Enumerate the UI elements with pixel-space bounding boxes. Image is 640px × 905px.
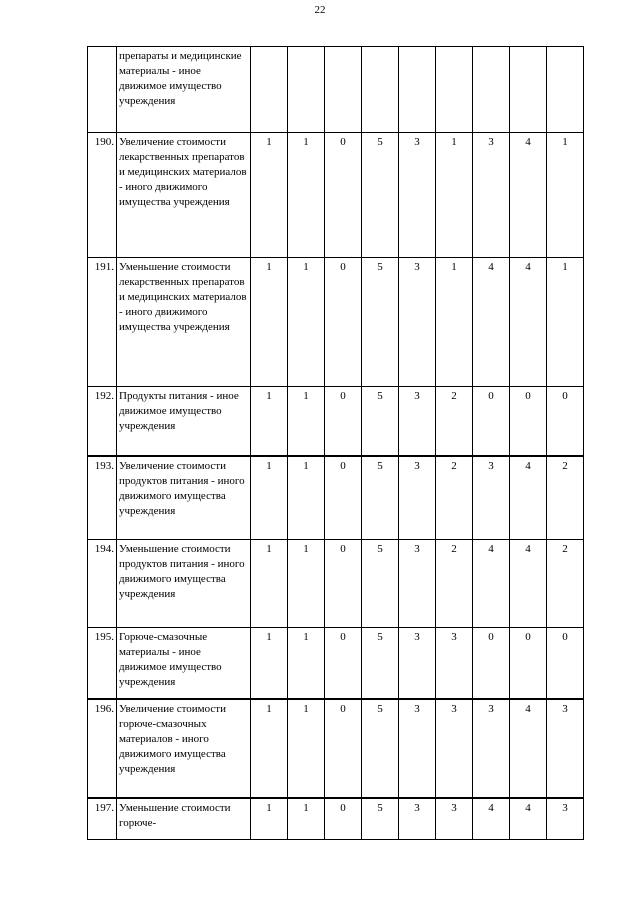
code-digit-3: 0	[325, 258, 362, 387]
code-digit-4: 5	[362, 628, 399, 699]
code-digit-5	[399, 47, 436, 133]
code-digit-8: 0	[510, 628, 547, 699]
row-number: 191.	[88, 258, 117, 387]
row-number: 194.	[88, 540, 117, 628]
table-row	[88, 798, 584, 840]
code-digit-7: 0	[473, 387, 510, 456]
code-digit-6: 2	[436, 387, 473, 456]
code-digit-4: 5	[362, 699, 399, 798]
code-digit-9: 3	[547, 699, 584, 798]
code-digit-8: 4	[510, 133, 547, 258]
code-digit-6: 2	[436, 540, 473, 628]
table-body	[88, 47, 584, 840]
table-row	[88, 628, 584, 699]
code-digit-8: 4	[510, 798, 547, 840]
code-digit-5: 3	[399, 540, 436, 628]
account-name: Уменьшение стоимости горюче-	[117, 798, 251, 840]
account-name: препараты и медицинские материалы - иное движимое имущество учреждения	[117, 47, 251, 133]
code-digit-9: 1	[547, 258, 584, 387]
code-digit-7: 3	[473, 133, 510, 258]
table-row	[88, 258, 584, 387]
table-row	[88, 540, 584, 628]
code-digit-2: 1	[288, 258, 325, 387]
code-digit-6: 3	[436, 699, 473, 798]
code-digit-5: 3	[399, 456, 436, 540]
code-digit-8: 4	[510, 699, 547, 798]
account-name: Увеличение стоимости продуктов питания - иного движимого имущества учреждения	[117, 456, 251, 540]
code-digit-3: 0	[325, 628, 362, 699]
code-digit-7: 4	[473, 540, 510, 628]
code-digit-8: 4	[510, 258, 547, 387]
code-digit-3: 0	[325, 540, 362, 628]
code-digit-7: 3	[473, 699, 510, 798]
code-digit-7: 4	[473, 258, 510, 387]
code-digit-6: 1	[436, 258, 473, 387]
code-digit-1: 1	[251, 628, 288, 699]
code-digit-5: 3	[399, 628, 436, 699]
code-digit-3: 0	[325, 699, 362, 798]
code-digit-9: 3	[547, 798, 584, 840]
code-digit-9: 2	[547, 540, 584, 628]
account-name: Увеличение стоимости горюче-смазочных материалов - иного движимого имущества учреждения	[117, 699, 251, 798]
code-digit-6: 2	[436, 456, 473, 540]
code-digit-3: 0	[325, 456, 362, 540]
row-number: 190.	[88, 133, 117, 258]
table-row	[88, 133, 584, 258]
code-digit-6: 3	[436, 798, 473, 840]
code-digit-3: 0	[325, 387, 362, 456]
row-number: 195.	[88, 628, 117, 699]
code-digit-6: 3	[436, 628, 473, 699]
code-digit-6: 1	[436, 133, 473, 258]
row-number: 196.	[88, 699, 117, 798]
code-digit-8: 4	[510, 540, 547, 628]
code-digit-5: 3	[399, 699, 436, 798]
code-digit-9: 0	[547, 387, 584, 456]
table-row	[88, 387, 584, 456]
code-digit-7: 0	[473, 628, 510, 699]
table-row	[88, 699, 584, 798]
code-digit-9	[547, 47, 584, 133]
code-digit-1: 1	[251, 540, 288, 628]
code-digit-7: 4	[473, 798, 510, 840]
code-digit-4: 5	[362, 798, 399, 840]
code-digit-1: 1	[251, 387, 288, 456]
accounts-table	[87, 46, 584, 840]
table-row	[88, 456, 584, 540]
code-digit-1: 1	[251, 258, 288, 387]
row-number	[88, 47, 117, 133]
table-row	[88, 47, 584, 133]
code-digit-2: 1	[288, 798, 325, 840]
account-name: Продукты питания - иное движимое имущество учреждения	[117, 387, 251, 456]
code-digit-8	[510, 47, 547, 133]
code-digit-2	[288, 47, 325, 133]
code-digit-3: 0	[325, 798, 362, 840]
row-number: 197.	[88, 798, 117, 840]
account-name: Уменьшение стоимости лекарственных препаратов и медицинских материалов - иного движимого имущества учреждения	[117, 258, 251, 387]
code-digit-3: 0	[325, 133, 362, 258]
code-digit-1: 1	[251, 798, 288, 840]
code-digit-8: 4	[510, 456, 547, 540]
code-digit-5: 3	[399, 258, 436, 387]
code-digit-5: 3	[399, 133, 436, 258]
code-digit-1	[251, 47, 288, 133]
code-digit-2: 1	[288, 628, 325, 699]
code-digit-2: 1	[288, 133, 325, 258]
code-digit-5: 3	[399, 798, 436, 840]
code-digit-3	[325, 47, 362, 133]
code-digit-4: 5	[362, 258, 399, 387]
code-digit-2: 1	[288, 456, 325, 540]
code-digit-4: 5	[362, 456, 399, 540]
code-digit-1: 1	[251, 699, 288, 798]
account-name: Горюче-смазочные материалы - иное движимое имущество учреждения	[117, 628, 251, 699]
code-digit-4: 5	[362, 540, 399, 628]
code-digit-9: 2	[547, 456, 584, 540]
row-number: 192.	[88, 387, 117, 456]
code-digit-7: 3	[473, 456, 510, 540]
code-digit-6	[436, 47, 473, 133]
account-name: Увеличение стоимости лекарственных препаратов и медицинских материалов - иного движимого имущества учреждения	[117, 133, 251, 258]
code-digit-5: 3	[399, 387, 436, 456]
code-digit-4: 5	[362, 133, 399, 258]
code-digit-1: 1	[251, 133, 288, 258]
code-digit-7	[473, 47, 510, 133]
code-digit-1: 1	[251, 456, 288, 540]
code-digit-2: 1	[288, 540, 325, 628]
code-digit-2: 1	[288, 387, 325, 456]
code-digit-4	[362, 47, 399, 133]
code-digit-9: 0	[547, 628, 584, 699]
page-number: 22	[314, 4, 326, 16]
code-digit-4: 5	[362, 387, 399, 456]
account-name: Уменьшение стоимости продуктов питания - иного движимого имущества учреждения	[117, 540, 251, 628]
code-digit-9: 1	[547, 133, 584, 258]
code-digit-2: 1	[288, 699, 325, 798]
code-digit-8: 0	[510, 387, 547, 456]
row-number: 193.	[88, 456, 117, 540]
